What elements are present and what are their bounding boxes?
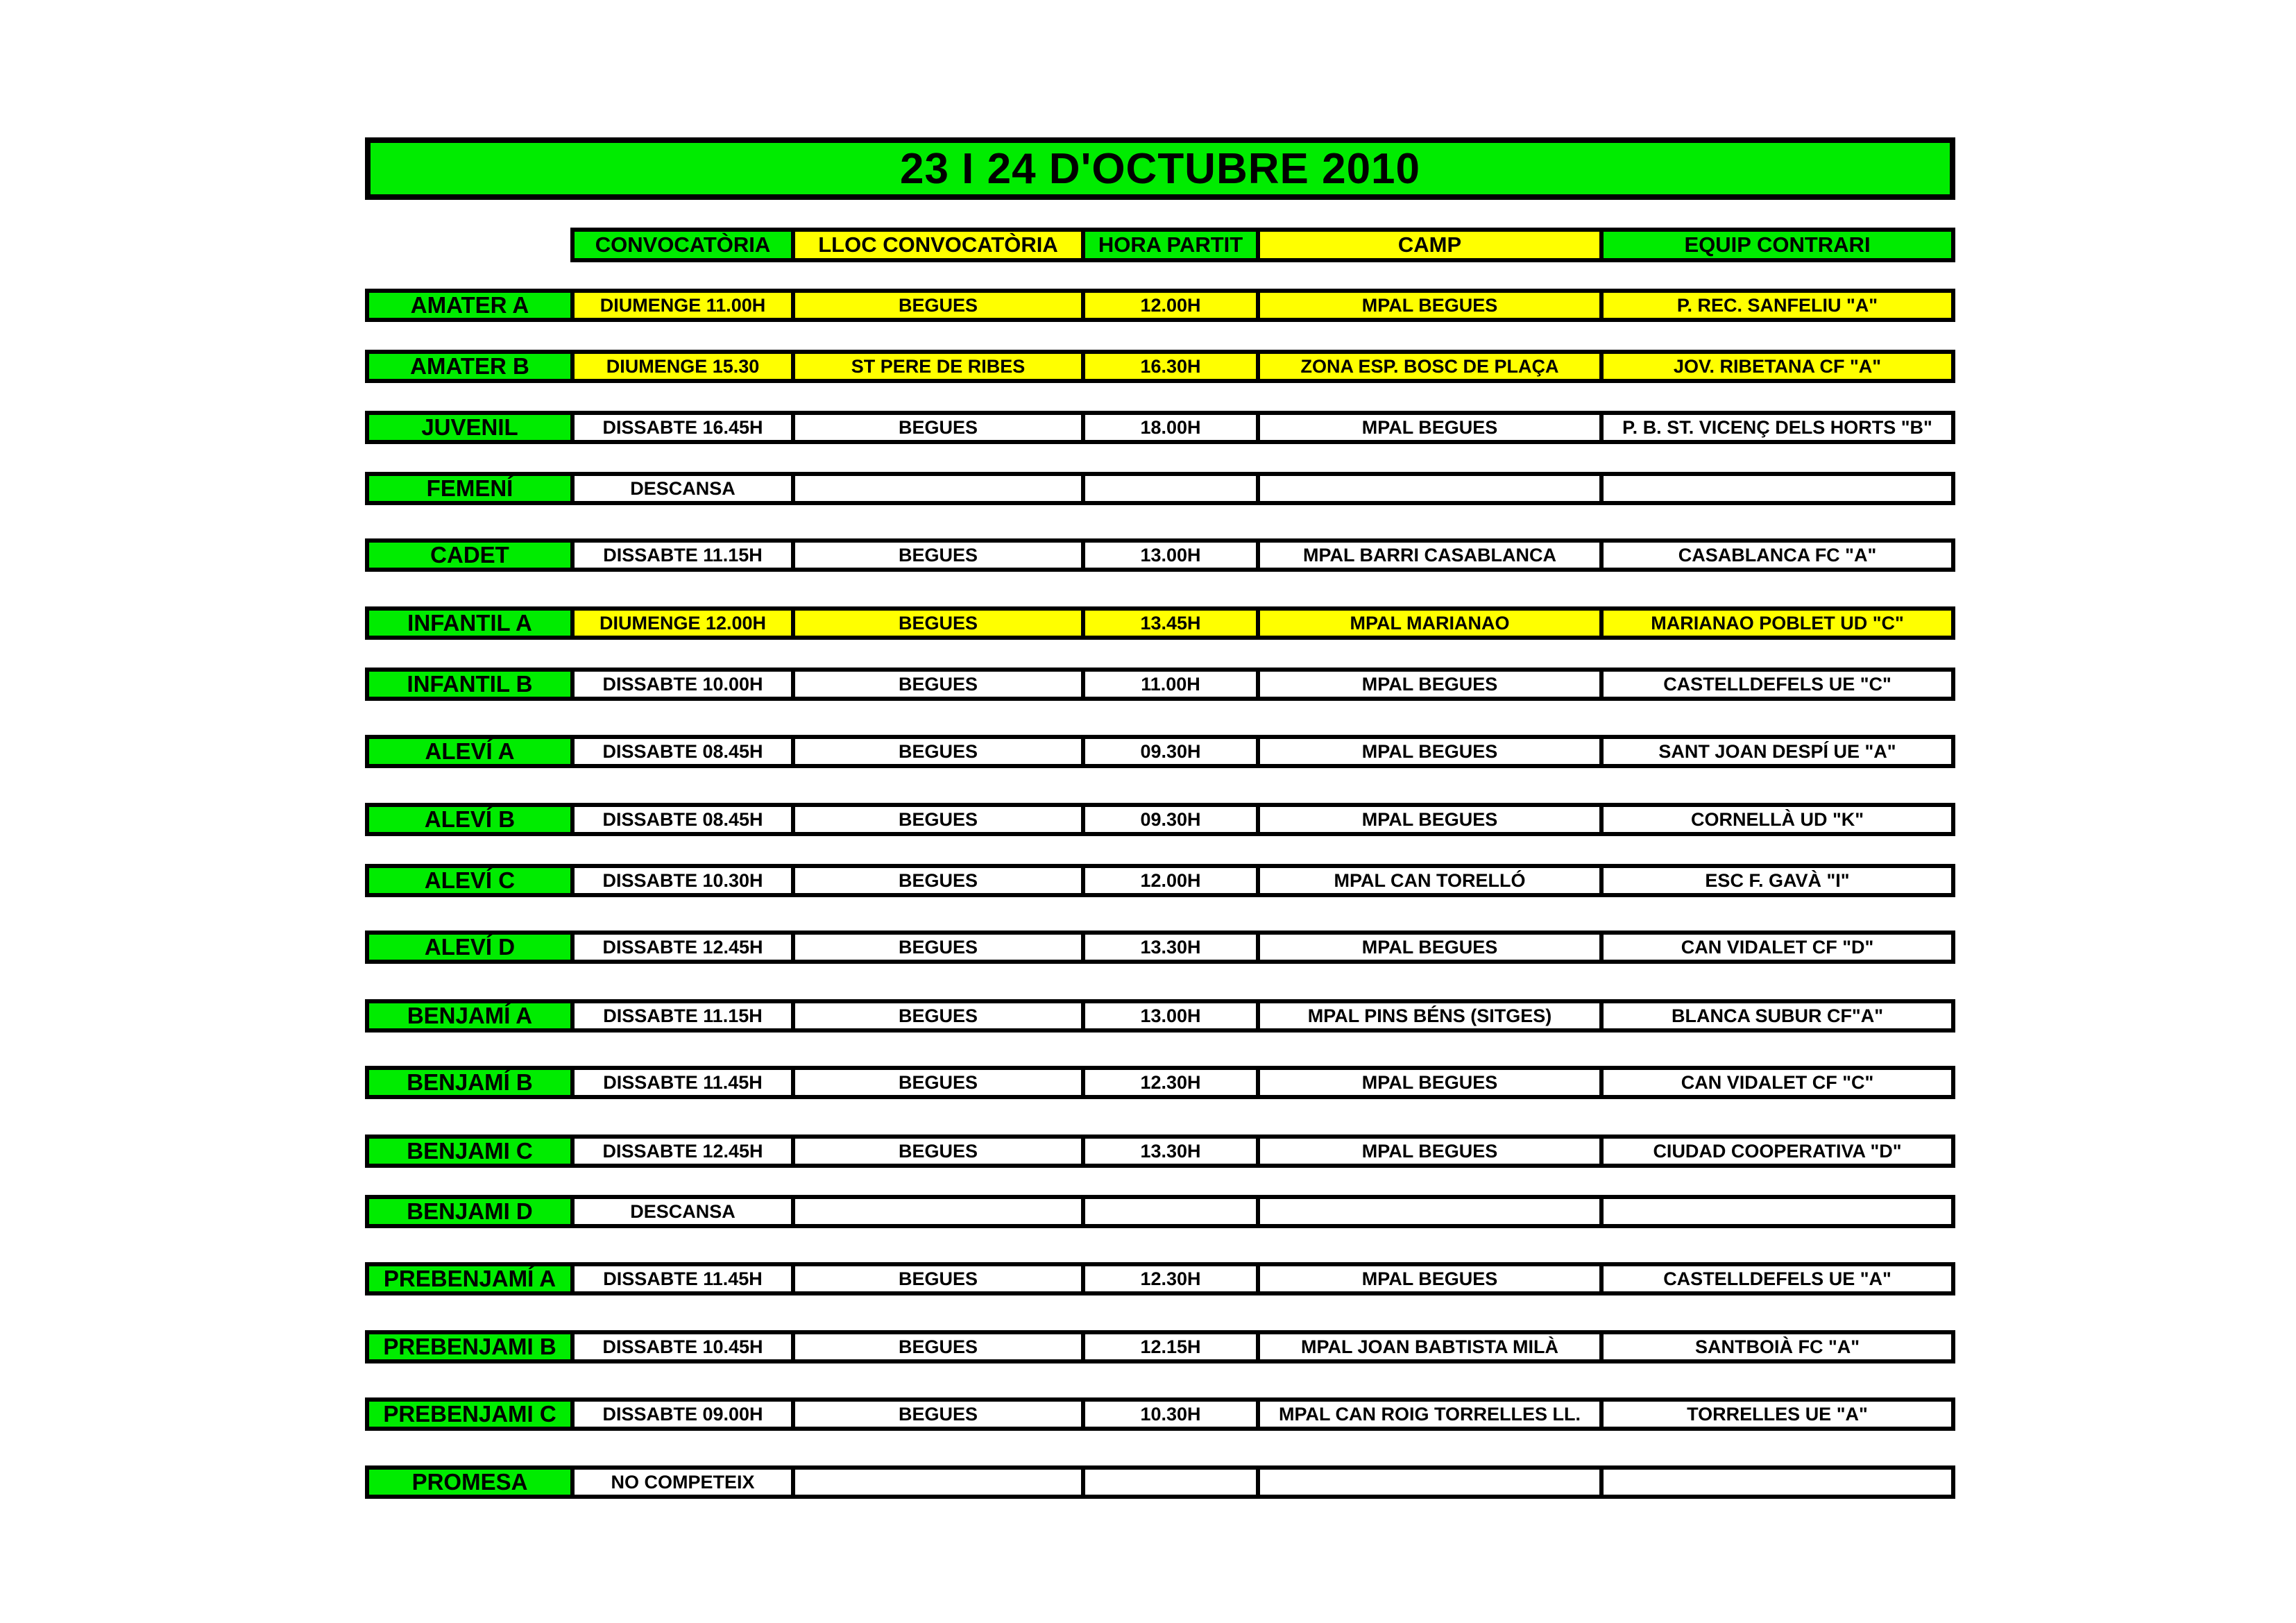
team-cell: ALEVÍ D: [369, 935, 570, 960]
camp-cell: MPAL BEGUES: [1260, 1266, 1599, 1291]
lloc-cell: [795, 476, 1081, 501]
team-cell: BENJAMÍ A: [369, 1003, 570, 1028]
column-header-convocatoria: CONVOCATÒRIA: [575, 232, 791, 258]
team-cell: BENJAMÍ B: [369, 1070, 570, 1095]
camp-cell: MPAL PINS BÉNS (SITGES): [1260, 1003, 1599, 1028]
team-cell: PREBENJAMI C: [369, 1402, 570, 1427]
equip-cell: MARIANAO POBLET UD "C": [1604, 611, 1951, 636]
table-row-benjami-c: [365, 1135, 1955, 1168]
camp-cell: MPAL CAN TORELLÓ: [1260, 868, 1599, 893]
column-header-camp: CAMP: [1260, 232, 1599, 258]
camp-cell: MPAL BEGUES: [1260, 415, 1599, 440]
lloc-cell: BEGUES: [795, 1334, 1081, 1359]
column-header-lloc-convocatoria: LLOC CONVOCATÒRIA: [795, 232, 1081, 258]
table-row-infantil-b: [365, 668, 1955, 701]
convocatoria-cell: DISSABTE 09.00H: [575, 1402, 791, 1427]
team-cell: INFANTIL A: [369, 611, 570, 636]
table-row-amater-b: [365, 350, 1955, 383]
hora-cell: 09.30H: [1085, 739, 1256, 764]
camp-cell: MPAL BARRI CASABLANCA: [1260, 543, 1599, 568]
table-row-alevi-b: [365, 803, 1955, 836]
equip-cell: TORRELLES UE "A": [1604, 1402, 1951, 1427]
convocatoria-cell: DISSABTE 11.45H: [575, 1266, 791, 1291]
hora-cell: 12.00H: [1085, 868, 1256, 893]
equip-cell: [1604, 1470, 1951, 1495]
hora-cell: 12.15H: [1085, 1334, 1256, 1359]
table-row-infantil-a: [365, 606, 1955, 640]
team-cell: ALEVÍ B: [369, 807, 570, 832]
camp-cell: MPAL BEGUES: [1260, 807, 1599, 832]
lloc-cell: BEGUES: [795, 1070, 1081, 1095]
team-cell: PREBENJAMÍ A: [369, 1266, 570, 1291]
table-row-benjami-b: [365, 1066, 1955, 1099]
column-header-hora-partit: HORA PARTIT: [1085, 232, 1256, 258]
table-row-benjami-d: [365, 1195, 1955, 1228]
convocatoria-cell: DISSABTE 08.45H: [575, 739, 791, 764]
hora-cell: 13.30H: [1085, 935, 1256, 960]
team-cell: ALEVÍ A: [369, 739, 570, 764]
camp-cell: MPAL BEGUES: [1260, 935, 1599, 960]
lloc-cell: BEGUES: [795, 611, 1081, 636]
camp-cell: [1260, 1199, 1599, 1224]
column-header-equip-contrari: EQUIP CONTRARI: [1604, 232, 1951, 258]
equip-cell: CIUDAD COOPERATIVA "D": [1604, 1139, 1951, 1164]
camp-cell: MPAL CAN ROIG TORRELLES LL.: [1260, 1402, 1599, 1427]
table-row-promesa: [365, 1465, 1955, 1499]
convocatoria-cell: DISSABTE 10.30H: [575, 868, 791, 893]
team-cell: BENJAMI D: [369, 1199, 570, 1224]
team-cell: CADET: [369, 543, 570, 568]
page-title: 23 I 24 D'OCTUBRE 2010: [365, 137, 1955, 200]
hora-cell: [1085, 1470, 1256, 1495]
team-cell: BENJAMI C: [369, 1139, 570, 1164]
equip-cell: SANTBOIÀ FC "A": [1604, 1334, 1951, 1359]
table-row-alevi-a: [365, 735, 1955, 768]
hora-cell: 13.00H: [1085, 1003, 1256, 1028]
convocatoria-cell: DISSABTE 12.45H: [575, 1139, 791, 1164]
convocatoria-cell: DIUMENGE 11.00H: [575, 293, 791, 318]
convocatoria-cell: DIUMENGE 15.30: [575, 354, 791, 379]
table-row-amater-a: [365, 289, 1955, 322]
convocatoria-cell: NO COMPETEIX: [575, 1470, 791, 1495]
convocatoria-cell: DISSABTE 11.15H: [575, 1003, 791, 1028]
team-cell: JUVENIL: [369, 415, 570, 440]
camp-cell: [1260, 1470, 1599, 1495]
lloc-cell: BEGUES: [795, 543, 1081, 568]
hora-cell: 13.30H: [1085, 1139, 1256, 1164]
equip-cell: [1604, 476, 1951, 501]
equip-cell: CASTELLDEFELS UE "A": [1604, 1266, 1951, 1291]
equip-cell: CASABLANCA FC "A": [1604, 543, 1951, 568]
hora-cell: [1085, 1199, 1256, 1224]
team-cell: AMATER A: [369, 293, 570, 318]
table-row-cadet: [365, 538, 1955, 572]
table-row-alevi-d: [365, 931, 1955, 964]
camp-cell: MPAL BEGUES: [1260, 1070, 1599, 1095]
table-row-benjami-a: [365, 999, 1955, 1033]
convocatoria-cell: DESCANSA: [575, 1199, 791, 1224]
lloc-cell: BEGUES: [795, 672, 1081, 697]
team-cell: PREBENJAMI B: [369, 1334, 570, 1359]
convocatoria-cell: DISSABTE 11.15H: [575, 543, 791, 568]
lloc-cell: BEGUES: [795, 868, 1081, 893]
hora-cell: 11.00H: [1085, 672, 1256, 697]
table-row-prebenjami-c: [365, 1397, 1955, 1431]
camp-cell: MPAL BEGUES: [1260, 739, 1599, 764]
equip-cell: P. B. ST. VICENÇ DELS HORTS "B": [1604, 415, 1951, 440]
hora-cell: 12.30H: [1085, 1070, 1256, 1095]
convocatoria-cell: DISSABTE 10.45H: [575, 1334, 791, 1359]
equip-cell: [1604, 1199, 1951, 1224]
convocatoria-cell: DISSABTE 08.45H: [575, 807, 791, 832]
table-header-row: [570, 228, 1955, 262]
table-row-prebenjami-a: [365, 1262, 1955, 1295]
equip-cell: CAN VIDALET CF "C": [1604, 1070, 1951, 1095]
equip-cell: CAN VIDALET CF "D": [1604, 935, 1951, 960]
convocatoria-cell: DISSABTE 12.45H: [575, 935, 791, 960]
lloc-cell: BEGUES: [795, 1402, 1081, 1427]
hora-cell: 13.45H: [1085, 611, 1256, 636]
lloc-cell: BEGUES: [795, 807, 1081, 832]
equip-cell: ESC F. GAVÀ "I": [1604, 868, 1951, 893]
team-cell: INFANTIL B: [369, 672, 570, 697]
lloc-cell: BEGUES: [795, 739, 1081, 764]
convocatoria-cell: DISSABTE 16.45H: [575, 415, 791, 440]
hora-cell: 12.00H: [1085, 293, 1256, 318]
equip-cell: CASTELLDEFELS UE "C": [1604, 672, 1951, 697]
equip-cell: JOV. RIBETANA CF "A": [1604, 354, 1951, 379]
hora-cell: 13.00H: [1085, 543, 1256, 568]
convocatoria-cell: DISSABTE 11.45H: [575, 1070, 791, 1095]
camp-cell: MPAL BEGUES: [1260, 1139, 1599, 1164]
lloc-cell: BEGUES: [795, 1139, 1081, 1164]
hora-cell: 09.30H: [1085, 807, 1256, 832]
team-cell: PROMESA: [369, 1470, 570, 1495]
equip-cell: BLANCA SUBUR CF"A": [1604, 1003, 1951, 1028]
equip-cell: SANT JOAN DESPÍ UE "A": [1604, 739, 1951, 764]
table-row-juvenil: [365, 411, 1955, 444]
lloc-cell: ST PERE DE RIBES: [795, 354, 1081, 379]
hora-cell: 10.30H: [1085, 1402, 1256, 1427]
team-cell: ALEVÍ C: [369, 868, 570, 893]
camp-cell: MPAL BEGUES: [1260, 293, 1599, 318]
camp-cell: ZONA ESP. BOSC DE PLAÇA: [1260, 354, 1599, 379]
convocatoria-cell: DIUMENGE 12.00H: [575, 611, 791, 636]
hora-cell: 16.30H: [1085, 354, 1256, 379]
camp-cell: [1260, 476, 1599, 501]
camp-cell: MPAL BEGUES: [1260, 672, 1599, 697]
lloc-cell: [795, 1470, 1081, 1495]
team-cell: FEMENÍ: [369, 476, 570, 501]
table-row-femeni: [365, 472, 1955, 505]
team-cell: AMATER B: [369, 354, 570, 379]
lloc-cell: BEGUES: [795, 935, 1081, 960]
equip-cell: CORNELLÀ UD "K": [1604, 807, 1951, 832]
lloc-cell: BEGUES: [795, 1003, 1081, 1028]
table-row-prebenjami-b: [365, 1330, 1955, 1363]
table-row-alevi-c: [365, 864, 1955, 897]
lloc-cell: [795, 1199, 1081, 1224]
convocatoria-cell: DISSABTE 10.00H: [575, 672, 791, 697]
lloc-cell: BEGUES: [795, 1266, 1081, 1291]
equip-cell: P. REC. SANFELIU "A": [1604, 293, 1951, 318]
camp-cell: MPAL MARIANAO: [1260, 611, 1599, 636]
lloc-cell: BEGUES: [795, 415, 1081, 440]
lloc-cell: BEGUES: [795, 293, 1081, 318]
hora-cell: [1085, 476, 1256, 501]
hora-cell: 12.30H: [1085, 1266, 1256, 1291]
camp-cell: MPAL JOAN BABTISTA MILÀ: [1260, 1334, 1599, 1359]
hora-cell: 18.00H: [1085, 415, 1256, 440]
convocatoria-cell: DESCANSA: [575, 476, 791, 501]
